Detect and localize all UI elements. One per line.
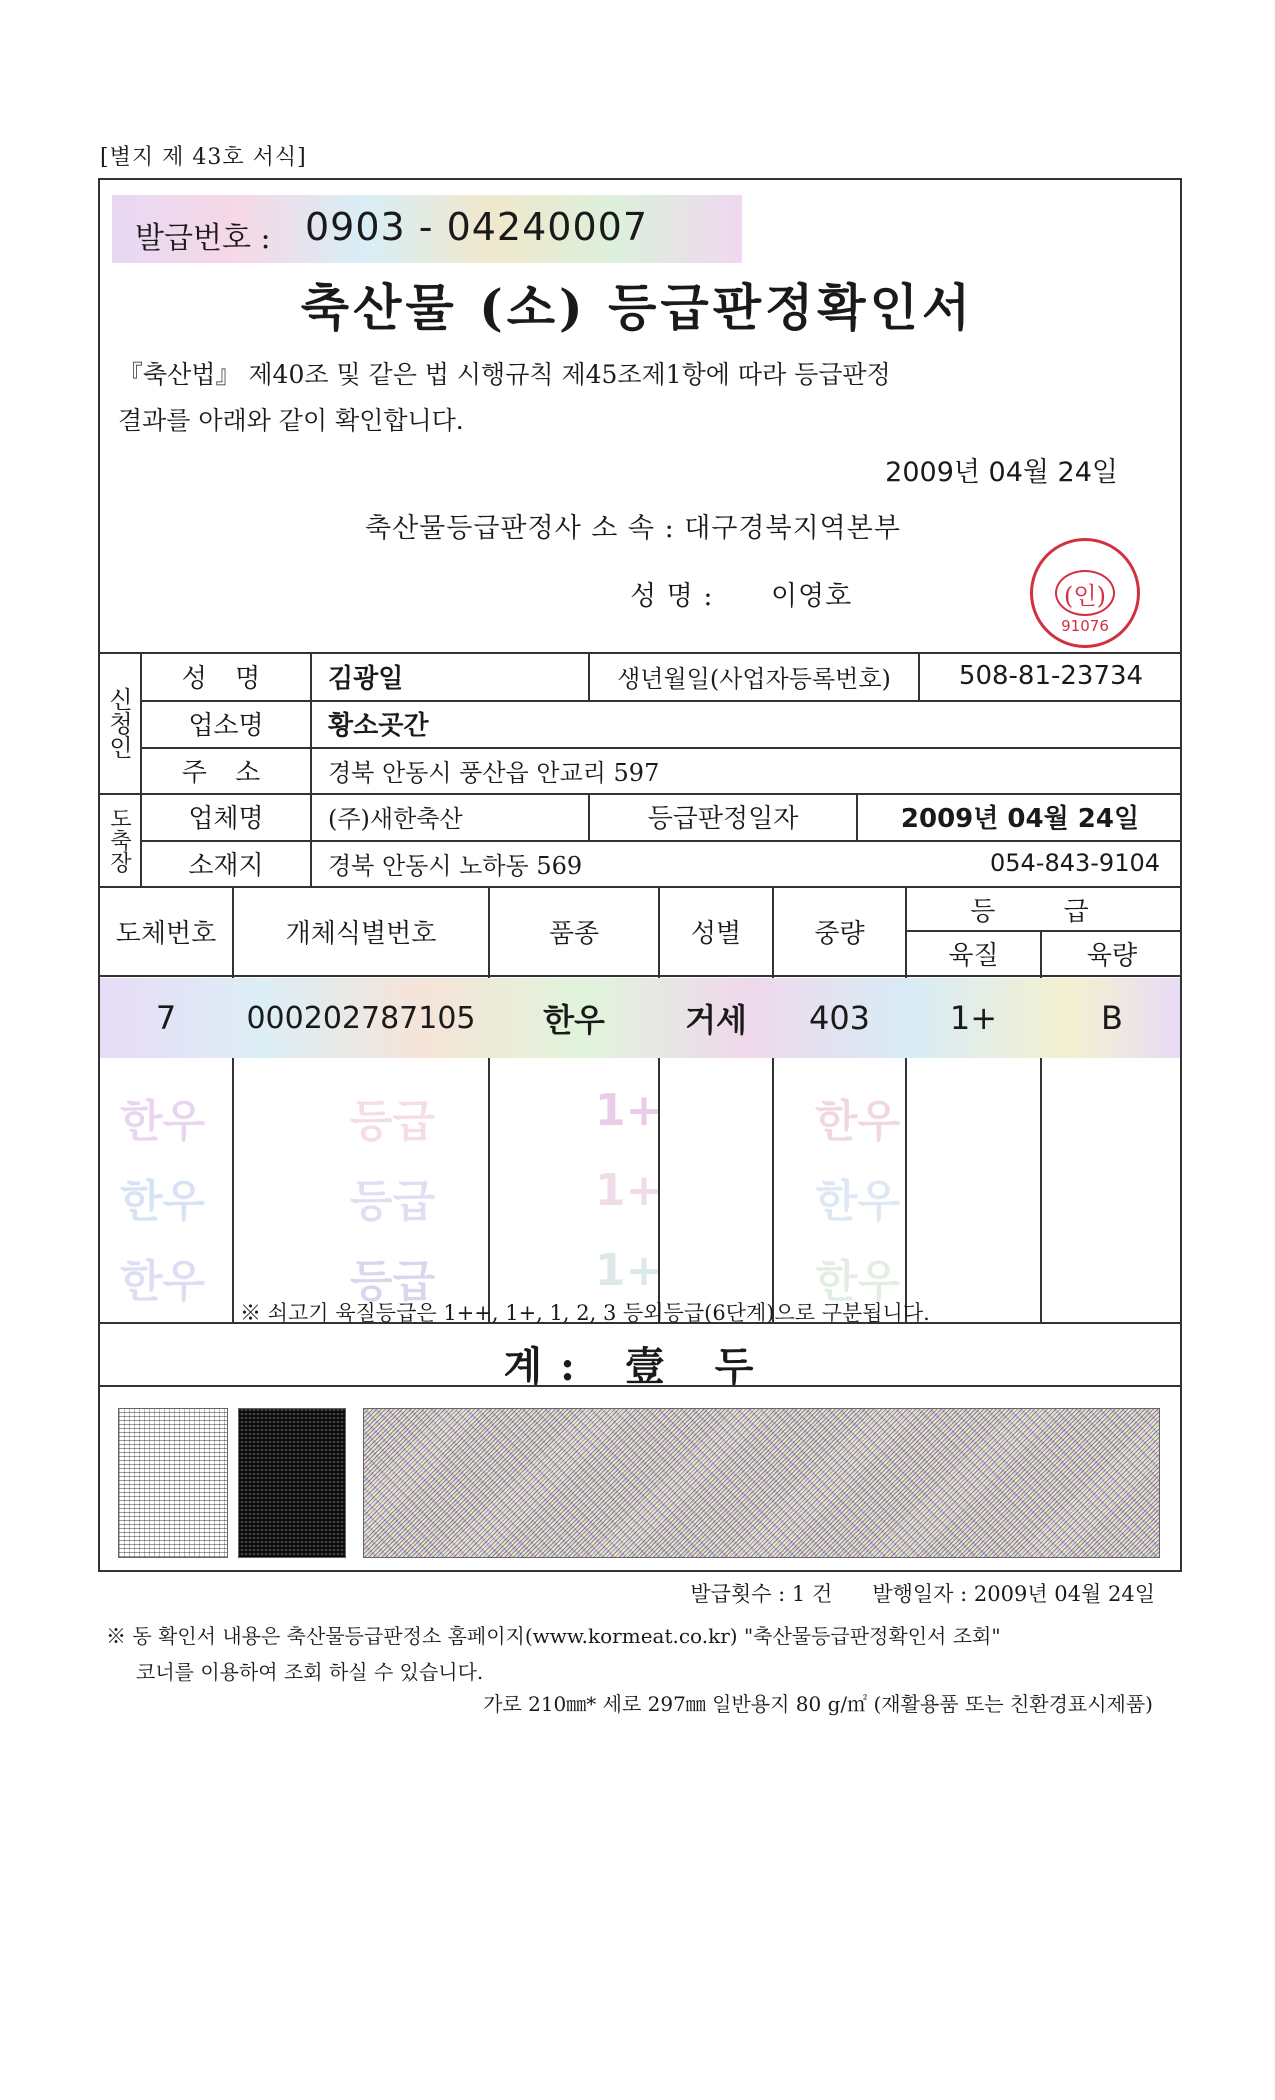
watermark-breed: 한우 [120, 1256, 206, 1307]
applicant-section-label: 신청인 [104, 686, 133, 759]
header-carcass-no: 도체번호 [115, 919, 217, 949]
carcass-no-value: 7 [155, 999, 177, 1037]
header-grade: 등 급 [970, 896, 1119, 927]
watermark-breed: 한우 [815, 1256, 901, 1307]
yield-grade-value: B [1101, 999, 1123, 1037]
seal-number: 91076 [1061, 617, 1109, 635]
header-id-no: 개체식별번호 [285, 919, 437, 949]
birth-label: 생년월일(사업자등록번호) [617, 664, 891, 693]
business-name-label: 업소명 [188, 711, 264, 741]
applicant-name-value: 김광일 [328, 663, 404, 694]
grader-name [630, 574, 852, 613]
watermark-breed: 한우 [120, 1096, 206, 1147]
grader-name-label: 성 명 : [630, 581, 714, 612]
header-yield-grade: 육량 [1086, 941, 1138, 971]
watermark-grade-word: 등급 [350, 1256, 436, 1307]
website-notice [106, 1618, 1001, 1690]
security-pattern-1 [118, 1408, 228, 1558]
website-notice-line-1: ※ 동 확인서 내용은 축산물등급판정소 홈페이지(www.kormeat.co.kr) "축산물등급판정확인서 조회" [106, 1624, 1001, 1648]
weight-value: 403 [808, 999, 871, 1037]
issue-number: 0903 - 04240007 [305, 205, 648, 249]
form-label: [별지 제 43호 서식] [100, 145, 307, 170]
description [118, 352, 1138, 444]
issue-number-label: 발급번호 : [135, 221, 271, 256]
seal-inner: (인) [1055, 570, 1115, 616]
birth-value: 508-81-23734 [958, 661, 1144, 691]
total-head-count: 계: 壹 두 [503, 1343, 772, 1390]
id-no-value: 000202787105 [246, 1000, 476, 1036]
official-seal [1030, 538, 1140, 648]
website-notice-line-2: 코너를 이용하여 조회 하실 수 있습니다. [136, 1660, 484, 1684]
breed-value: 한우 [543, 1001, 605, 1039]
grader-label: 축산물등급판정사 소 속 : [365, 513, 675, 544]
grader-name-value: 이영호 [770, 581, 853, 612]
header-quality-grade: 육질 [948, 941, 999, 971]
paper-spec: 가로 210㎜* 세로 297㎜ 일반용지 80 g/㎡ (재활용품 또는 친환경표시제품) [483, 1692, 1153, 1716]
company-value: (주)새한축산 [328, 805, 463, 833]
watermark-grade: 1+ [595, 1085, 663, 1136]
quality-grade-value: 1+ [949, 999, 998, 1037]
business-name-value: 황소곳간 [328, 711, 429, 741]
watermark-breed: 한우 [815, 1096, 901, 1147]
security-barcode-pattern [363, 1408, 1160, 1558]
watermark-grade-word: 등급 [350, 1176, 436, 1227]
company-label: 업체명 [188, 804, 264, 834]
phone-value: 054-843-9104 [989, 849, 1160, 877]
watermark-grade-word: 등급 [350, 1096, 436, 1147]
sex-value: 거세 [685, 1001, 747, 1039]
description-line-2: 결과를 아래와 같이 확인합니다. [118, 406, 464, 435]
location-value: 경북 안동시 노하동 569 [328, 851, 583, 880]
location-label: 소재지 [188, 850, 264, 881]
confirmation-date: 2009년 04월 24일 [885, 457, 1118, 488]
security-pattern-2 [238, 1408, 346, 1558]
header-breed: 품종 [548, 919, 600, 949]
watermark-breed: 한우 [815, 1176, 901, 1227]
document-title: 축산물 (소) 등급판정확인서 [300, 278, 975, 337]
address-value: 경북 안동시 풍산읍 안교리 597 [328, 758, 660, 787]
grading-date-value: 2009년 04월 24일 [900, 804, 1140, 834]
issue-info [690, 1578, 1155, 1608]
address-label: 주 소 [181, 757, 271, 788]
header-sex: 성별 [690, 919, 742, 949]
slaughterhouse-section-label: 도축장 [106, 806, 132, 873]
header-weight: 중량 [814, 919, 865, 949]
issue-date: 발행일자 : 2009년 04월 24일 [872, 1582, 1155, 1606]
watermark-grade: 1+ [595, 1245, 663, 1296]
watermark-grade: 1+ [595, 1165, 663, 1216]
quality-grade-note: ※ 쇠고기 육질등급은 1++, 1+, 1, 2, 3 등외등급(6단계)으로 구분됩니다. [240, 1301, 930, 1325]
applicant-name-label: 성 명 [181, 663, 271, 694]
grading-date-label: 등급판정일자 [647, 804, 799, 834]
watermark-breed: 한우 [120, 1176, 206, 1227]
description-line-1: 『축산법』 제40조 및 같은 법 시행규칙 제45조제1항에 따라 등급판정 [118, 360, 891, 389]
grader-affiliation-value: 대구경북지역본부 [684, 513, 901, 544]
grader-affiliation [365, 506, 901, 545]
issue-count: 발급횟수 : 1 건 [690, 1582, 833, 1606]
